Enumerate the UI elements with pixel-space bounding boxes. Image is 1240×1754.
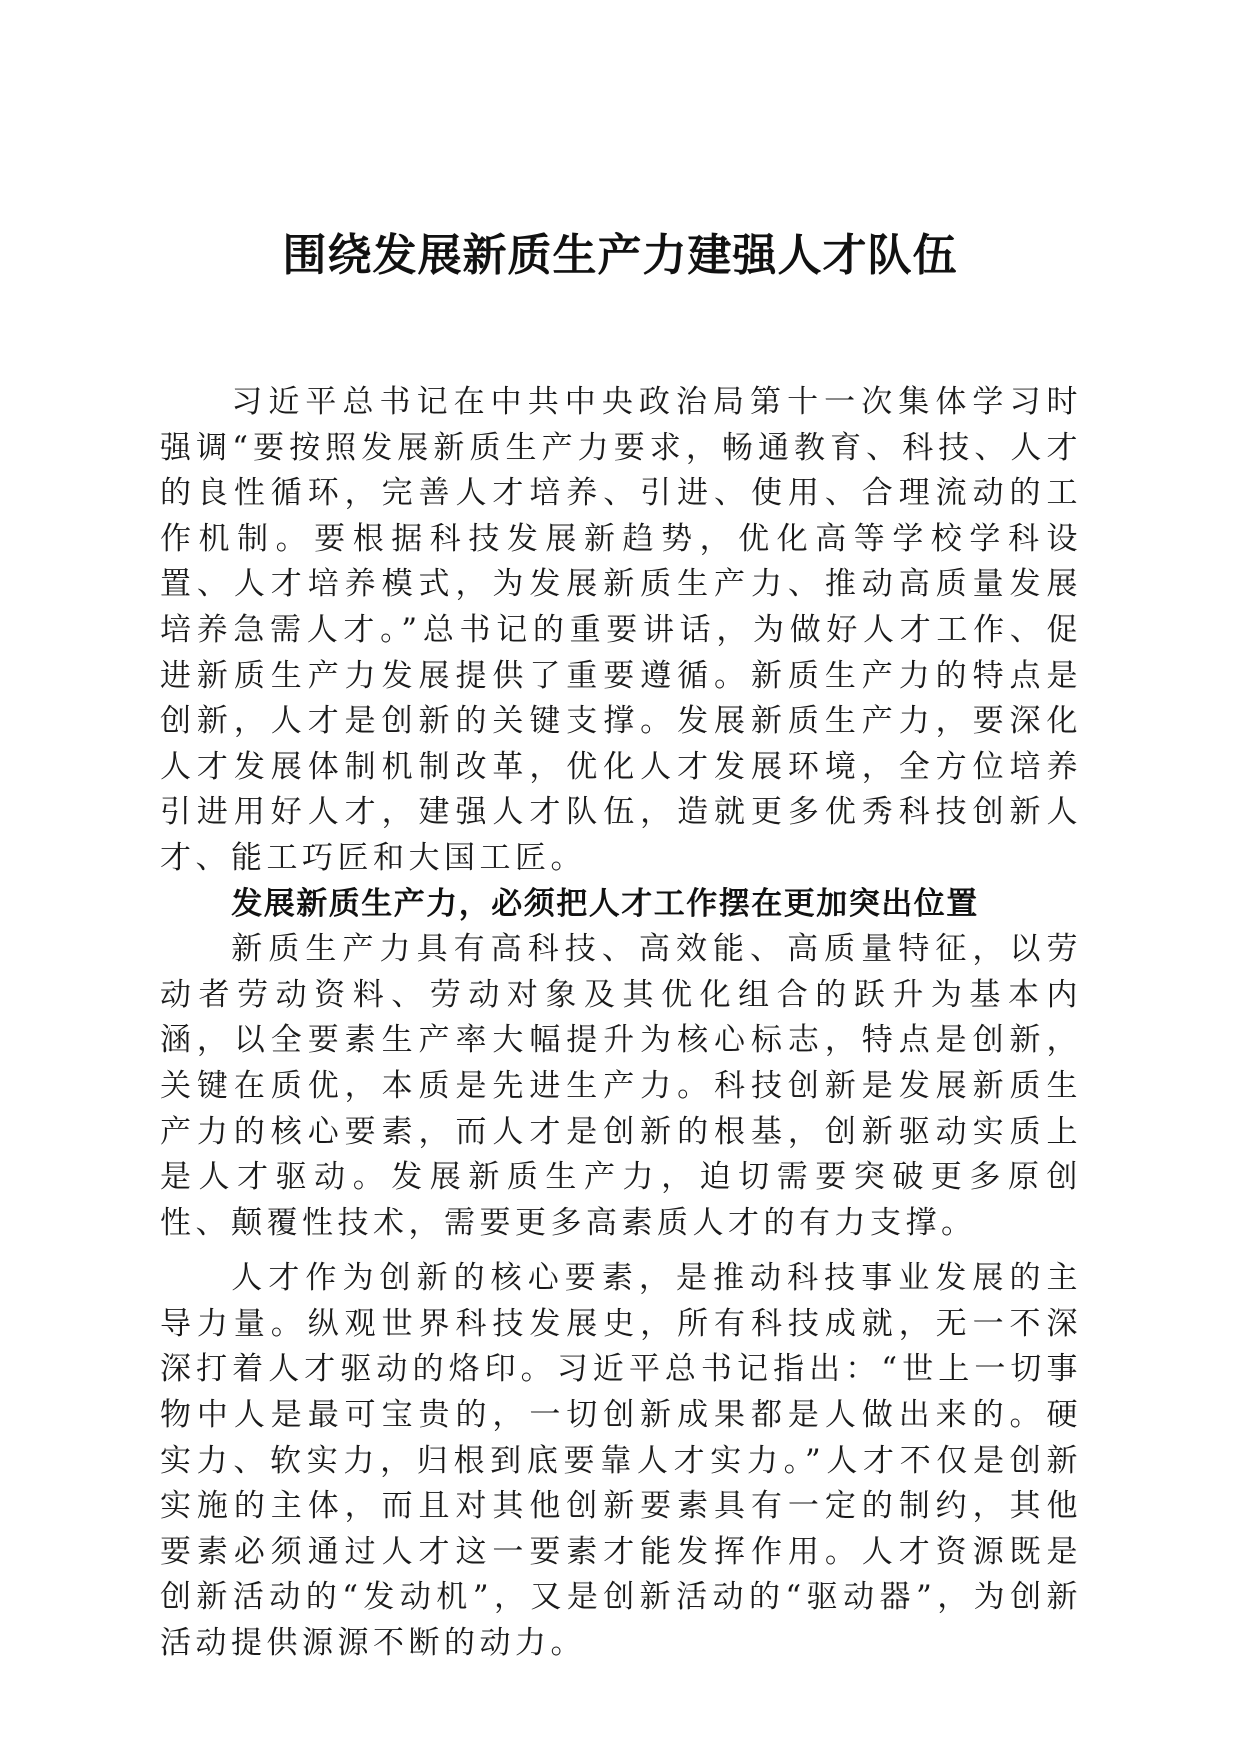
document-title: 围绕发展新质生产力建强人才队伍: [282, 230, 958, 281]
document-body: [160, 380, 1082, 1667]
section-heading: 发展新质生产力，必须把人才工作摆在更加突出位置: [231, 885, 979, 922]
section-paragraph-2: 人才作为创新的核心要素，是推动科技事业发展的主导力量。纵观世界科技发展史，所有科技成就，无一不深深打着人才驱动的烙印。习近平总书记指出：“世上一切事物中人是最可宝贵的，一切创新成果都是人做出来的。硬实力、软实力，归根到底要靠人才实力。”人才不仅是创新实施的主体，而且对其他创新要素具有一定的制约，其他要素必须通过人才这一要素才能发挥作用。人才资源既是创新活动的“发动机”，又是创新活动的“驱动器”，为创新活动提供源源不断的动力。: [160, 1260, 1082, 1662]
paragraph-gap: [160, 1246, 1082, 1256]
section-paragraph-1: 新质生产力具有高科技、高效能、高质量特征，以劳动者劳动资料、劳动对象及其优化组合的跃升为基本内涵，以全要素生产率大幅提升为核心标志，特点是创新，关键在质优，本质是先进生产力。科技创新是发展新质生产力的核心要素，而人才是创新的根基，创新驱动实质上是人才驱动。发展新质生产力，迫切需要突破更多原创性、颠覆性技术，需要更多高素质人才的有力支撑。: [160, 931, 1082, 1241]
intro-paragraph: 习近平总书记在中共中央政治局第十一次集体学习时强调“要按照发展新质生产力要求，畅通教育、科技、人才的良性循环，完善人才培养、引进、使用、合理流动的工作机制。要根据科技发展新趋势，优化高等学校学科设置、人才培养模式，为发展新质生产力、推动高质量发展培养急需人才。”总书记的重要讲话，为做好人才工作、促进新质生产力发展提供了重要遵循。新质生产力的特点是创新，人才是创新的关键支撑。发展新质生产力，要深化人才发展体制机制改革，优化人才发展环境，全方位培养引进用好人才，建强人才队伍，造就更多优秀科技创新人才、能工巧匠和大国工匠。: [160, 384, 1082, 876]
